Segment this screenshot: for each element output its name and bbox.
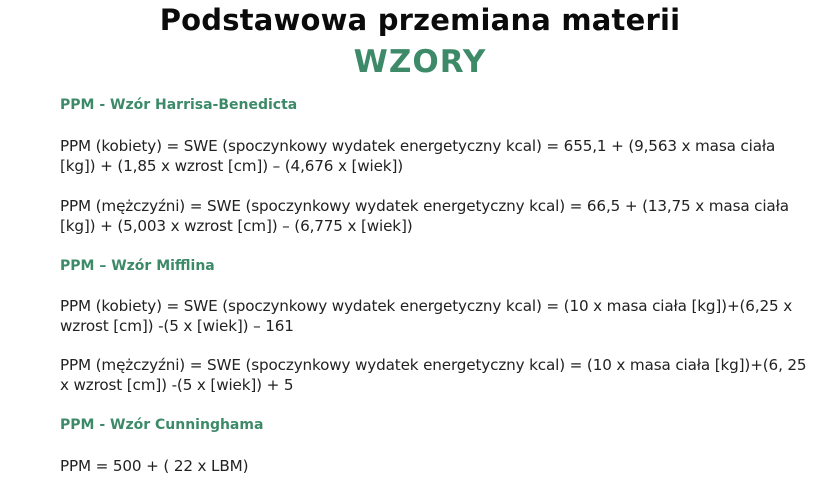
- formula-line: x wzrost [cm]) -(5 x [wiek]) + 5: [60, 376, 294, 394]
- formula-line: PPM = 500 + ( 22 x LBM): [60, 457, 249, 475]
- formula-line: wzrost [cm]) -(5 x [wiek]) – 161: [60, 317, 294, 335]
- formula-harris-benedict-women: [60, 136, 790, 176]
- formula-line: PPM (kobiety) = SWE (spoczynkowy wydatek energetyczny kcal) = 655,1 + (9,563 x masa ciała: [60, 137, 776, 155]
- document-subtitle: WZORY: [353, 44, 487, 80]
- formula-cunningham: [60, 456, 790, 476]
- document-title: Podstawowa przemiana materii: [159, 3, 681, 37]
- formula-mifflin-women: [60, 296, 793, 336]
- formula-line: PPM (mężczyźni) = SWE (spoczynkowy wydatek energetyczny kcal) = 66,5 + (13,75 x masa ciała: [60, 197, 789, 215]
- formula-line: [kg]) + (5,003 x wzrost [cm]) – (6,775 x [wiek]): [60, 217, 413, 235]
- section-heading-mifflin: PPM – Wzór Mifflina: [60, 258, 215, 274]
- formula-line: PPM (mężczyźni) = SWE (spoczynkowy wydatek energetyczny kcal) = (10 x masa ciała [kg])+(6, 25: [60, 356, 807, 374]
- formula-line: [kg]) + (1,85 x wzrost [cm]) – (4,676 x [wiek]): [60, 157, 403, 175]
- section-heading-harris-benedict: PPM - Wzór Harrisa-Benedicta: [60, 97, 298, 113]
- formula-line: PPM (kobiety) = SWE (spoczynkowy wydatek energetyczny kcal) = (10 x masa ciała [kg])+(6,25 x: [60, 297, 793, 315]
- section-heading-cunningham: PPM - Wzór Cunninghama: [60, 417, 264, 433]
- formula-harris-benedict-men: [60, 196, 790, 236]
- formula-mifflin-men: [60, 355, 807, 395]
